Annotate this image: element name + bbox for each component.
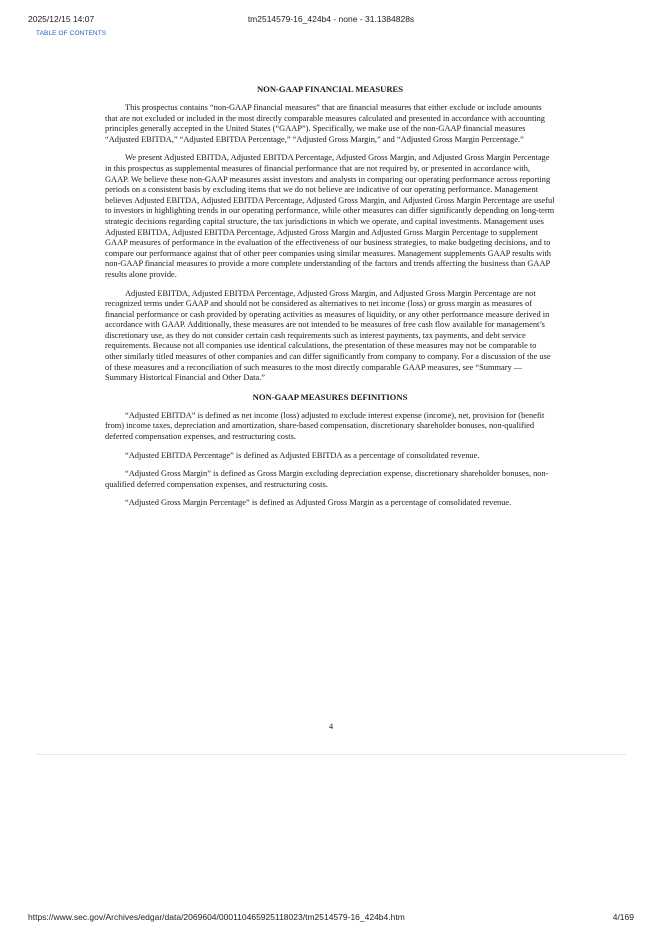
page-divider	[36, 754, 626, 755]
print-doc-title: tm2514579-16_424b4 - none - 31.1384828s	[247, 14, 415, 24]
print-page-count: 4/169	[612, 912, 634, 922]
table-of-contents-link[interactable]: TABLE OF CONTENTS	[36, 30, 107, 37]
definitions-section-title: NON-GAAP MEASURES DEFINITIONS	[252, 391, 408, 402]
print-header	[28, 14, 634, 26]
paragraph-intro: This prospectus contains “non-GAAP financial measures” that are financial measures that either exclude or include amounts that are not excluded or included in the most directly comparable measures calculated and presented in accordance with accounting principles generally accepted in the United States (“GAAP”). Specifically, we make use of the non-GAAP financial measures “Adjusted EBITDA,” “Adjusted EBITDA Percentage,” “Adjusted Gross Margin,” and “Adjusted Gross Margin Percentage.”	[105, 103, 545, 144]
paragraph-presentation: We present Adjusted EBITDA, Adjusted EBITDA Percentage, Adjusted Gross Margin, and Adjusted Gross Margin Percentage in this prospectus as supplemental measures of financial performance that are not required by, or presented in accordance with, GAAP. We believe these non-GAAP measures assist investors and analysts in comparing our operating performance across reporting periods on a consistent basis by excluding items that we do not believe are indicative of our operating performance. Management believes Adjusted EBITDA, Adjusted EBITDA Percentage, Adjusted Gross Margin, and Adjusted Gross Margin Percentage are useful to investors in highlighting trends in our operating performance, while other measures can differ significantly depending on long-term strategic decisions regarding capital structure, the tax jurisdictions in which we operate, and capital investments. Management uses Adjusted EBITDA, Adjusted EBITDA Percentage, Adjusted Gross Margin and Adjusted Gross Margin Percentage to supplement GAAP measures of performance in the evaluation of the effectiveness of our business strategies, to make budgeting decisions, and to compare our performance against that of other peer companies using similar measures. Management supplements GAAP results with non-GAAP financial measures to provide a more complete understanding of the factors and trends affecting the business than GAAP results alone provide.	[105, 153, 555, 279]
document-body	[105, 84, 555, 517]
definition-adjusted-gross-margin: “Adjusted Gross Margin” is defined as Gross Margin excluding depreciation expense, discretionary shareholder bonuses, non-qualified deferred compensation expenses, and restructuring costs.	[105, 469, 549, 489]
print-url: https://www.sec.gov/Archives/edgar/data/2069604/000110465925118023/tm2514579-16_424b4.htm	[28, 912, 405, 922]
definition-adjusted-ebitda: “Adjusted EBITDA” is defined as net income (loss) adjusted to exclude interest expense (income), net, provision for (benefit from) income taxes, depreciation and amortization, share-based compensation, discretionary shareholder bonuses, non-qualified deferred compensation expenses, and restructuring costs.	[105, 410, 545, 442]
page-number: 4	[328, 721, 334, 731]
paragraph-limitations: Adjusted EBITDA, Adjusted EBITDA Percentage, Adjusted Gross Margin, and Adjusted Gross Margin Percentage are not recognized terms under GAAP and should not be considered as alternatives to net income (loss) or gross margin as measures of financial performance or cash provided by operating activities as measures of liquidity, or any other performance measure derived in accordance with GAAP. Additionally, these measures are not intended to be measures of free cash flow available for management’s discretionary use, as they do not consider certain cash requirements such as interest payments, tax payments, and debt service requirements. Because not all companies use identical calculations, the presentation of these measures may not be comparable to other similarly titled measures of other companies and can differ significantly from company to company. For a discussion of the use of these measures and a reconciliation of such measures to the most directly comparable GAAP measures, see “Summary — Summary Historical Financial and Other Data.”	[105, 288, 551, 383]
print-footer	[28, 912, 634, 924]
definition-adjusted-ebitda-percentage: “Adjusted EBITDA Percentage” is defined as Adjusted EBITDA as a percentage of consolidated revenue.	[125, 450, 480, 460]
definition-adjusted-gross-margin-percentage: “Adjusted Gross Margin Percentage” is defined as Adjusted Gross Margin as a percentage of consolidated revenue.	[125, 498, 512, 508]
non-gaap-section-title: NON-GAAP FINANCIAL MEASURES	[256, 84, 404, 94]
print-datetime: 2025/12/15 14:07	[28, 14, 95, 24]
